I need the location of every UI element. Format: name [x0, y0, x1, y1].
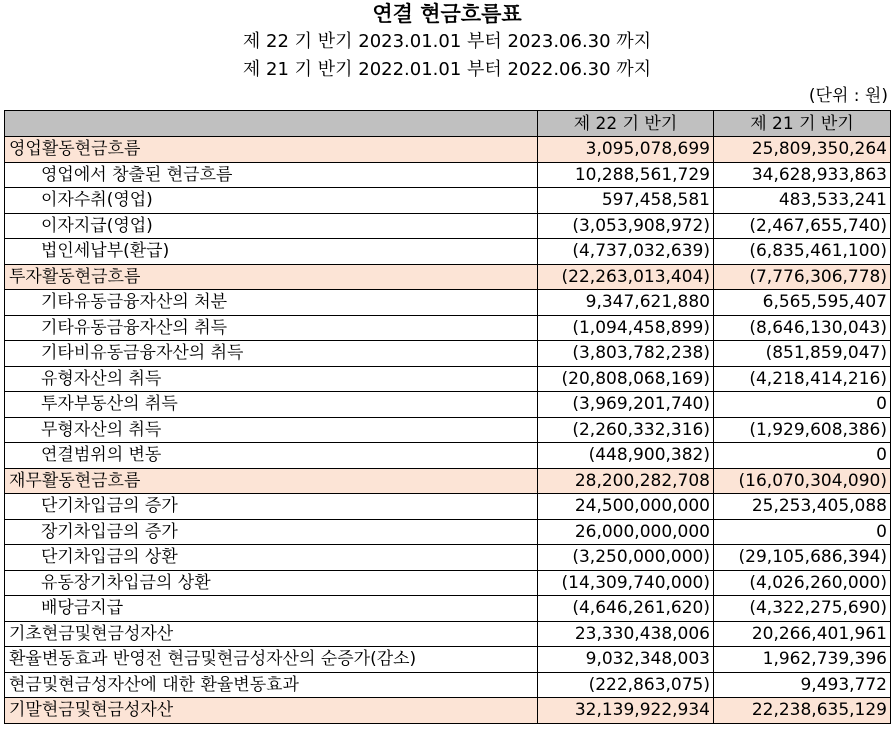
- prior-period-value: (7,776,306,778): [714, 264, 891, 290]
- table-row: [5, 570, 891, 596]
- header-row: [5, 111, 891, 137]
- table-row: [5, 341, 891, 367]
- prior-period-value: (4,218,414,216): [714, 366, 891, 392]
- row-label: 배당금지급: [5, 596, 538, 622]
- header-prior-period: 제 21 기 반기: [714, 111, 891, 137]
- current-period-value: (14,309,740,000): [538, 570, 714, 596]
- statement-title: 연결 현금흐름표: [372, 2, 522, 26]
- current-period-value: (4,646,261,620): [538, 596, 714, 622]
- current-period-value: 9,032,348,003: [538, 647, 714, 673]
- row-label: 이자지급(영업): [5, 213, 538, 239]
- row-label: 무형자산의 취득: [5, 417, 538, 443]
- current-period-value: 597,458,581: [538, 188, 714, 214]
- total-row: [5, 672, 891, 698]
- row-label: 단기차입금의 증가: [5, 494, 538, 520]
- prior-period-value: 0: [714, 443, 891, 469]
- current-period-value: 28,200,282,708: [538, 468, 714, 494]
- period-current: 제 22 기 반기 2023.01.01 부터 2023.06.30 까지: [242, 31, 652, 52]
- row-label: 재무활동현금흐름: [5, 468, 538, 494]
- row-label: 기타비유동금융자산의 취득: [5, 341, 538, 367]
- table-row: [5, 494, 891, 520]
- table-row: [5, 239, 891, 265]
- prior-period-value: 22,238,635,129: [714, 698, 891, 724]
- table-row: [5, 213, 891, 239]
- table-row: [5, 162, 891, 188]
- table-row: [5, 519, 891, 545]
- prior-period-value: 0: [714, 392, 891, 418]
- row-label: 이자수취(영업): [5, 188, 538, 214]
- header-current-period: 제 22 기 반기: [538, 111, 714, 137]
- current-period-value: (3,053,908,972): [538, 213, 714, 239]
- prior-period-value: 6,565,595,407: [714, 290, 891, 316]
- current-period-value: (222,863,075): [538, 672, 714, 698]
- current-period-value: (2,260,332,316): [538, 417, 714, 443]
- prior-period-value: (16,070,304,090): [714, 468, 891, 494]
- prior-period-value: (851,859,047): [714, 341, 891, 367]
- current-period-value: (3,969,201,740): [538, 392, 714, 418]
- row-label: 영업활동현금흐름: [5, 137, 538, 163]
- header-label: [5, 111, 538, 137]
- current-period-value: (3,250,000,000): [538, 545, 714, 571]
- section-row: [5, 264, 891, 290]
- prior-period-value: (6,835,461,100): [714, 239, 891, 265]
- section-row: [5, 137, 891, 163]
- table-row: [5, 315, 891, 341]
- row-label: 현금및현금성자산에 대한 환율변동효과: [5, 672, 538, 698]
- total-row: [5, 621, 891, 647]
- row-label: 투자활동현금흐름: [5, 264, 538, 290]
- table-row: [5, 392, 891, 418]
- prior-period-value: (8,646,130,043): [714, 315, 891, 341]
- table-row: [5, 545, 891, 571]
- table-row: [5, 290, 891, 316]
- prior-period-value: 20,266,401,961: [714, 621, 891, 647]
- table-row: [5, 443, 891, 469]
- total-row: [5, 647, 891, 673]
- row-label: 연결범위의 변동: [5, 443, 538, 469]
- current-period-value: 32,139,922,934: [538, 698, 714, 724]
- table-row: [5, 366, 891, 392]
- table-row: [5, 188, 891, 214]
- row-label: 장기차입금의 증가: [5, 519, 538, 545]
- current-period-value: 10,288,561,729: [538, 162, 714, 188]
- unit-label: (단위 : 원): [808, 86, 888, 106]
- section-row: [5, 698, 891, 724]
- prior-period-value: 1,962,739,396: [714, 647, 891, 673]
- current-period-value: 24,500,000,000: [538, 494, 714, 520]
- cash-flow-table: [4, 110, 891, 724]
- table-row: [5, 596, 891, 622]
- row-label: 단기차입금의 상환: [5, 545, 538, 571]
- table-row: [5, 417, 891, 443]
- current-period-value: (22,263,013,404): [538, 264, 714, 290]
- prior-period-value: 483,533,241: [714, 188, 891, 214]
- current-period-value: 3,095,078,699: [538, 137, 714, 163]
- prior-period-value: 25,253,405,088: [714, 494, 891, 520]
- row-label: 기타유동금융자산의 취득: [5, 315, 538, 341]
- row-label: 투자부동산의 취득: [5, 392, 538, 418]
- prior-period-value: (1,929,608,386): [714, 417, 891, 443]
- row-label: 유동장기차입금의 상환: [5, 570, 538, 596]
- row-label: 기말현금및현금성자산: [5, 698, 538, 724]
- period-prior: 제 21 기 반기 2022.01.01 부터 2022.06.30 까지: [242, 59, 652, 80]
- row-label: 법인세납부(환급): [5, 239, 538, 265]
- row-label: 기타유동금융자산의 처분: [5, 290, 538, 316]
- current-period-value: (3,803,782,238): [538, 341, 714, 367]
- row-label: 영업에서 창출된 현금흐름: [5, 162, 538, 188]
- row-label: 기초현금및현금성자산: [5, 621, 538, 647]
- row-label: 유형자산의 취득: [5, 366, 538, 392]
- prior-period-value: 25,809,350,264: [714, 137, 891, 163]
- current-period-value: 23,330,438,006: [538, 621, 714, 647]
- prior-period-value: (29,105,686,394): [714, 545, 891, 571]
- current-period-value: (4,737,032,639): [538, 239, 714, 265]
- prior-period-value: (4,026,260,000): [714, 570, 891, 596]
- row-label: 환율변동효과 반영전 현금및현금성자산의 순증가(감소): [5, 647, 538, 673]
- current-period-value: (20,808,068,169): [538, 366, 714, 392]
- prior-period-value: 0: [714, 519, 891, 545]
- section-row: [5, 468, 891, 494]
- prior-period-value: 9,493,772: [714, 672, 891, 698]
- current-period-value: (448,900,382): [538, 443, 714, 469]
- current-period-value: (1,094,458,899): [538, 315, 714, 341]
- current-period-value: 26,000,000,000: [538, 519, 714, 545]
- prior-period-value: 34,628,933,863: [714, 162, 891, 188]
- prior-period-value: (2,467,655,740): [714, 213, 891, 239]
- current-period-value: 9,347,621,880: [538, 290, 714, 316]
- prior-period-value: (4,322,275,690): [714, 596, 891, 622]
